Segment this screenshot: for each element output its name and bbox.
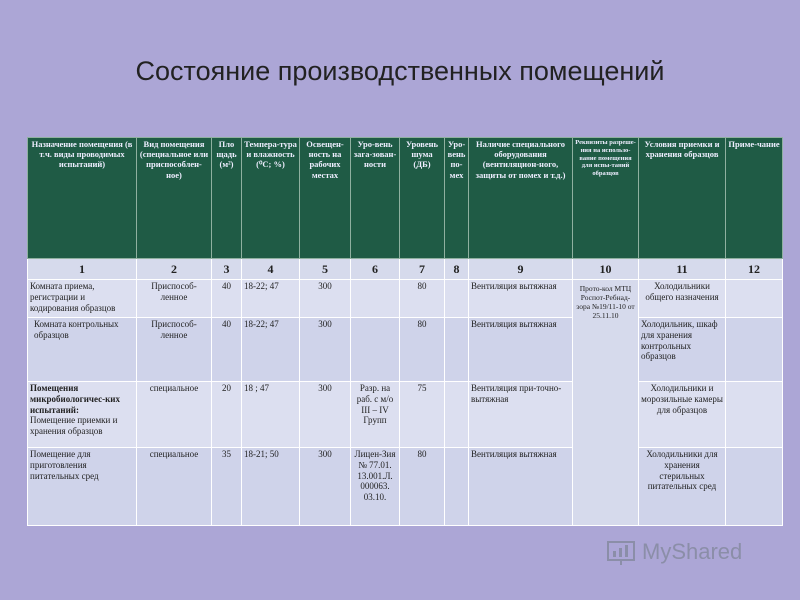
light-cell: 300: [300, 448, 351, 526]
header-cell: Реквизиты разреше-ния на использо-вание помещения для испы-таний образцов: [573, 138, 639, 259]
note-cell: [726, 382, 783, 448]
noise-cell: 80: [400, 448, 445, 526]
column-number: 12: [726, 259, 783, 280]
column-number: 6: [351, 259, 400, 280]
interference-cell: [445, 280, 469, 318]
storage-cell: Холодильники и морозильные камеры для образцов: [639, 382, 726, 448]
premises-table: [27, 137, 783, 526]
watermark: [606, 538, 742, 566]
permit-cell: Прото-кол МТЦ Роспот-Ребнад-зора №19/11-10 от 25.11.10: [573, 280, 639, 526]
header-cell: Уро-вень по-мех: [445, 138, 469, 259]
header-cell: Освещен-ность на рабочих местах: [300, 138, 351, 259]
column-number: 2: [137, 259, 212, 280]
light-cell: 300: [300, 318, 351, 382]
presentation-icon: [606, 538, 636, 566]
storage-cell: Холодильники общего назначения: [639, 280, 726, 318]
purpose-cell: Комната контрольных образцов: [28, 318, 137, 382]
header-cell: Уровень шума (ДБ): [400, 138, 445, 259]
gas-cell: Лицен-Зия № 77.01. 13.001.Л. 000063. 03.10.: [351, 448, 400, 526]
header-cell: Вид помещения (специальное или приспособлен-ное): [137, 138, 212, 259]
type-cell: специальное: [137, 382, 212, 448]
column-number: 11: [639, 259, 726, 280]
interference-cell: [445, 382, 469, 448]
interference-cell: [445, 318, 469, 382]
column-number: 8: [445, 259, 469, 280]
column-number: 4: [242, 259, 300, 280]
purpose-cell: Помещение для приготовления питательных сред: [28, 448, 137, 526]
table-row: [28, 318, 783, 382]
noise-cell: 75: [400, 382, 445, 448]
column-number: 5: [300, 259, 351, 280]
temp-cell: 18-21; 50: [242, 448, 300, 526]
type-cell: Приспособ-ленное: [137, 280, 212, 318]
header-cell: Назначение помещения (в т.ч. виды проводимых испытаний): [28, 138, 137, 259]
header-cell: Темпера-тура и влажность (⁰С; %): [242, 138, 300, 259]
gas-cell: [351, 318, 400, 382]
type-cell: специальное: [137, 448, 212, 526]
column-number: 7: [400, 259, 445, 280]
gas-cell: [351, 280, 400, 318]
column-number-row: [28, 259, 783, 280]
note-cell: [726, 280, 783, 318]
column-number: 9: [469, 259, 573, 280]
purpose-text: Помещение приемки и хранения образцов: [30, 415, 118, 437]
header-cell: Наличие специального оборудования (вентиляцион-ного, защиты от помех и т.д.): [469, 138, 573, 259]
header-cell: Приме-чание: [726, 138, 783, 259]
equipment-cell: Вентиляция вытяжная: [469, 448, 573, 526]
slide-title: Состояние производственных помещений: [135, 56, 665, 86]
equipment-cell: Вентиляция вытяжная: [469, 318, 573, 382]
purpose-cell: Комната приема, регистрации и кодирования образцов: [28, 280, 137, 318]
gas-cell: Разр. на раб. с м/о III – IV Групп: [351, 382, 400, 448]
note-cell: [726, 448, 783, 526]
area-cell: 20: [212, 382, 242, 448]
temp-cell: 18 ; 47: [242, 382, 300, 448]
area-cell: 40: [212, 280, 242, 318]
temp-cell: 18-22; 47: [242, 318, 300, 382]
temp-cell: 18-22; 47: [242, 280, 300, 318]
noise-cell: 80: [400, 318, 445, 382]
storage-cell: Холодильники для хранения стерильных питательных сред: [639, 448, 726, 526]
light-cell: 300: [300, 280, 351, 318]
noise-cell: 80: [400, 280, 445, 318]
equipment-cell: Вентиляция при-точно-вытяжная: [469, 382, 573, 448]
column-number: 3: [212, 259, 242, 280]
purpose-heading: Помещения микробиологичес-ких испытаний:: [30, 383, 120, 415]
header-cell: Уро-вень зага-зован-ности: [351, 138, 400, 259]
note-cell: [726, 318, 783, 382]
interference-cell: [445, 448, 469, 526]
column-number: 1: [28, 259, 137, 280]
purpose-cell: [28, 382, 137, 448]
column-number: 10: [573, 259, 639, 280]
header-row: [28, 138, 783, 259]
watermark-text: MyShared: [642, 539, 743, 564]
table-row: [28, 448, 783, 526]
table-row: [28, 382, 783, 448]
table-row: [28, 280, 783, 318]
area-cell: 40: [212, 318, 242, 382]
storage-cell: Холодильник, шкаф для хранения контрольных образцов: [639, 318, 726, 382]
area-cell: 35: [212, 448, 242, 526]
header-cell: Пло щадь (м²): [212, 138, 242, 259]
equipment-cell: Вентиляция вытяжная: [469, 280, 573, 318]
light-cell: 300: [300, 382, 351, 448]
header-cell: Условия приемки и хранения образцов: [639, 138, 726, 259]
type-cell: Приспособ-ленное: [137, 318, 212, 382]
